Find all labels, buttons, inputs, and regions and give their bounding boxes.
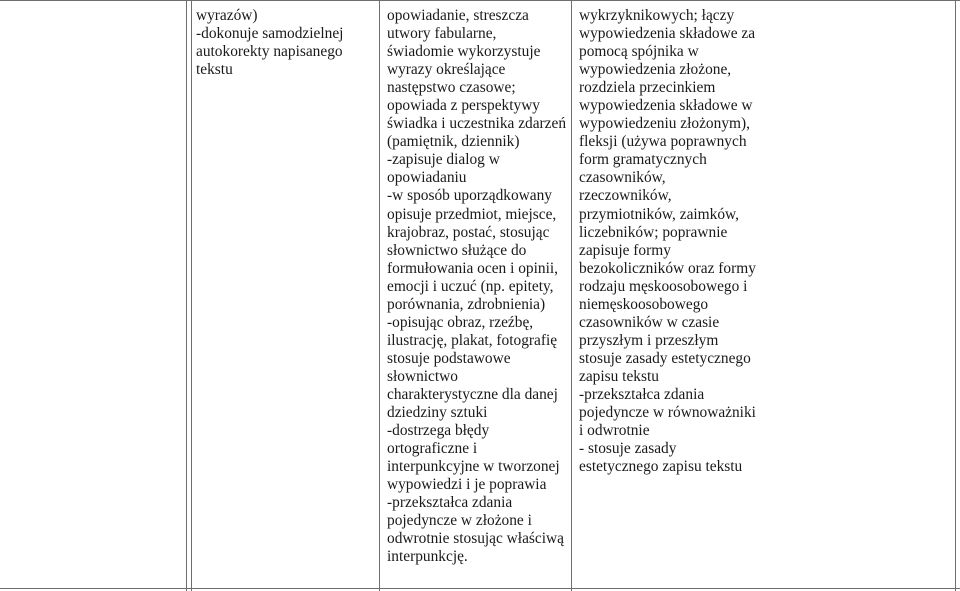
cell-text-line: opowiadanie, streszcza bbox=[387, 7, 529, 24]
table-cell-col2 bbox=[387, 7, 566, 566]
cell-text-line: pojedyncze w równoważniki bbox=[579, 404, 756, 422]
table-border bbox=[571, 0, 572, 591]
cell-text-line: -opisując obraz, rzeźbę, bbox=[387, 313, 534, 331]
cell-text-line: formułowania ocen i opinii, bbox=[387, 259, 558, 277]
cell-text-line: świadka i uczestnika zdarzeń bbox=[387, 115, 567, 133]
cell-text-line: wypowiedzenia składowe za bbox=[579, 25, 756, 43]
cell-text-line: tekstu bbox=[196, 61, 233, 79]
cell-text-line: stosuje podstawowe bbox=[387, 349, 511, 367]
cell-text-line: zapisuje formy bbox=[579, 241, 671, 259]
cell-text-line: (pamiętnik, dziennik) bbox=[387, 133, 520, 151]
table-border bbox=[186, 0, 187, 591]
cell-text-line: opisuje przedmiot, miejsce, bbox=[387, 205, 557, 223]
cell-text-line: pojedyncze w złożone i bbox=[387, 512, 532, 530]
cell-text-line: wypowiedzeniu złożonym), bbox=[579, 115, 750, 133]
cell-text-line: krajobraz, postać, stosując bbox=[387, 223, 550, 241]
cell-text-line: ortograficzne i bbox=[387, 440, 478, 458]
cell-text-line: wyrazy określające bbox=[387, 61, 506, 79]
cell-text-line: -zapisuje dialog w bbox=[387, 151, 500, 169]
cell-text-line: pomocą spójnika w bbox=[579, 43, 699, 61]
cell-text-line: przyszłym i przeszłym bbox=[579, 331, 719, 349]
cell-text-line: fleksji (używa poprawnych bbox=[579, 133, 747, 151]
cell-text-line: porównania, zdrobnienia) bbox=[387, 295, 546, 313]
cell-text-line: przymiotników, zaimków, bbox=[579, 205, 739, 223]
cell-text-line: świadomie wykorzystuje bbox=[387, 43, 541, 61]
cell-text-line: -dostrzega błędy bbox=[387, 422, 490, 440]
cell-text-line: -w sposób uporządkowany bbox=[387, 187, 552, 205]
cell-text-line: - stosuje zasady bbox=[579, 440, 677, 458]
cell-text-line: niemęskoosobowego bbox=[579, 295, 709, 313]
cell-text-line: wyrazów) bbox=[196, 7, 258, 24]
cell-text-line: czasowników w czasie bbox=[579, 313, 720, 331]
cell-text-line: opowiada z perspektywy bbox=[387, 97, 541, 115]
cell-text-line: odwrotnie stosując właściwą bbox=[387, 530, 564, 548]
table-border bbox=[379, 0, 380, 591]
cell-text-line: i odwrotnie bbox=[579, 422, 650, 440]
cell-text-line: zapisu tekstu bbox=[579, 367, 659, 385]
cell-text-line: -przekształca zdania bbox=[579, 385, 705, 403]
cell-text-line: bezokoliczników oraz formy bbox=[579, 259, 756, 277]
cell-text-line: emocji i uczuć (np. epitety, bbox=[387, 277, 554, 295]
cell-text-line: liczebników; poprawnie bbox=[579, 223, 728, 241]
cell-text-line: utwory fabularne, bbox=[387, 25, 497, 43]
table-border bbox=[0, 0, 960, 1]
cell-text-line: dziedziny sztuki bbox=[387, 404, 488, 422]
table-border bbox=[0, 588, 960, 589]
cell-text-line: słownictwo służące do bbox=[387, 241, 527, 259]
cell-text-line: słownictwo bbox=[387, 367, 458, 385]
table-border bbox=[191, 0, 192, 591]
cell-text-line: autokorekty napisanego bbox=[196, 43, 343, 61]
cell-text-line: stosuje zasady estetycznego bbox=[579, 349, 751, 367]
cell-text-line: następstwo czasowe; bbox=[387, 79, 516, 97]
cell-text-line: rzeczowników, bbox=[579, 187, 672, 205]
cell-text-line: interpunkcję. bbox=[387, 548, 468, 566]
cell-text-line: wypowiedzenia złożone, bbox=[579, 61, 732, 79]
cell-text-line: rodzaju męskoosobowego i bbox=[579, 277, 748, 295]
cell-text-line: rozdziela przecinkiem bbox=[579, 79, 716, 97]
cell-text-line: interpunkcyjne w tworzonej bbox=[387, 458, 560, 476]
cell-text-line: wypowiedzi i je poprawia bbox=[387, 476, 547, 494]
cell-text-line: wykrzyknikowych; łączy bbox=[579, 7, 735, 24]
cell-text-line: form gramatycznych bbox=[579, 151, 707, 169]
cell-text-line: -dokonuje samodzielnej bbox=[196, 25, 344, 43]
cell-text-line: czasowników, bbox=[579, 169, 666, 187]
cell-text-line: estetycznego zapisu tekstu bbox=[579, 458, 743, 476]
cell-text-line: wypowiedzenia składowe w bbox=[579, 97, 753, 115]
table-cell-col3 bbox=[579, 7, 756, 476]
table-cell-col1 bbox=[196, 7, 343, 79]
cell-text-line: charakterystyczne dla danej bbox=[387, 385, 558, 403]
table-border bbox=[955, 0, 956, 591]
cell-text-line: -przekształca zdania bbox=[387, 494, 513, 512]
cell-text-line: opowiadaniu bbox=[387, 169, 467, 187]
cell-text-line: ilustrację, plakat, fotografię bbox=[387, 331, 558, 349]
